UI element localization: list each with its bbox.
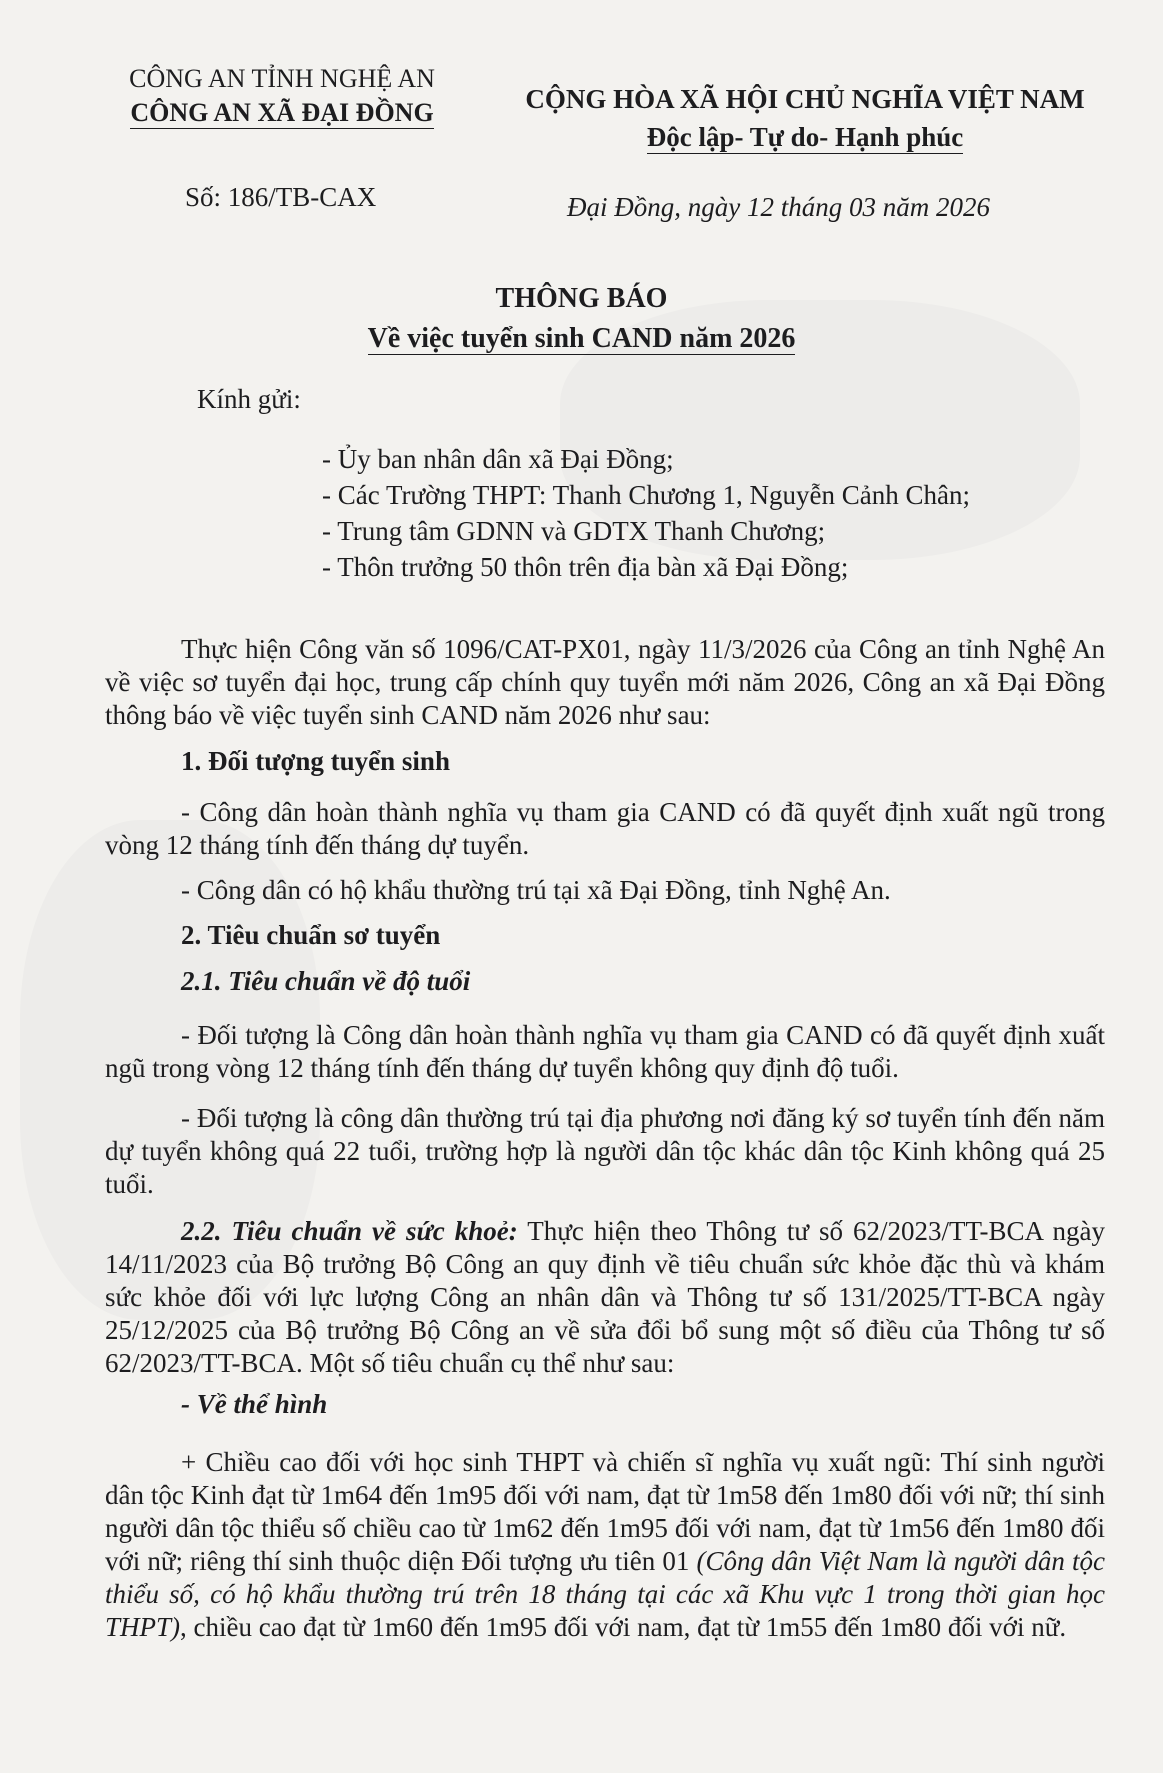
section-2-title: 2. Tiêu chuẩn sơ tuyển	[181, 920, 441, 950]
document-title: THÔNG BÁO	[495, 283, 668, 314]
height-paragraph: + Chiều cao đối với học sinh THPT và chiến sĩ nghĩa vụ xuất ngũ: Thí sinh người dân tộc Kinh đạt từ 1m64 đến 1m95 đối với nam, đạt từ 1m58 đến 1m80 đối với nữ; thí sinh người dân tộc thiểu số chiều cao từ 1m62 đến 1m95 đối với nam, đạt từ 1m56 đến 1m80 đối với nữ; riêng thí sinh thuộc diện Đối tượng ưu tiên 01 (Công dân Việt Nam là người dân tộc thiểu số, có hộ khẩu thường trú trên 18 tháng tại các xã Khu vực 1 trong thời gian học THPT), chiều cao đạt từ 1m60 đến 1m95 đối với nam, đạt từ 1m55 đến 1m80 đối với nữ.	[105, 1447, 1105, 1642]
nation-name: CỘNG HÒA XÃ HỘI CHỦ NGHĨA VIỆT NAM	[525, 84, 1085, 114]
section-1-paragraph: - Công dân có hộ khẩu thường trú tại xã Đại Đồng, tỉnh Nghệ An.	[181, 875, 891, 905]
section-1-paragraph: - Công dân hoàn thành nghĩa vụ tham gia CAND có đã quyết định xuất ngũ trong vòng 12 tháng tính đến tháng dự tuyển.	[105, 797, 1105, 860]
recipient-item: - Ủy ban nhân dân xã Đại Đồng;	[322, 444, 674, 474]
section-2-2-paragraph: 2.2. Tiêu chuẩn về sức khoẻ: Thực hiện theo Thông tư số 62/2023/TT-BCA ngày 14/11/2023 của Bộ trưởng Bộ Công an quy định về tiêu chuẩn sức khỏe đặc thù và khám sức khỏe đối với lực lượng Công an nhân dân và Thông tư số 131/2025/TT-BCA ngày 25/12/2025 của Bộ trưởng Bộ Công an về sửa đổi bổ sung một số điều của Thông tư số 62/2023/TT-BCA. Một số tiêu chuẩn cụ thể như sau:	[105, 1216, 1105, 1378]
intro-paragraph: Thực hiện Công văn số 1096/CAT-PX01, ngày 11/3/2026 của Công an tỉnh Nghệ An về việc sơ tuyển đại học, trung cấp chính quy tuyển mới năm 2026, Công an xã Đại Đồng thông báo về việc tuyển sinh CAND năm 2026 như sau:	[105, 634, 1105, 730]
section-2-2-title: 2.2. Tiêu chuẩn về sức khoẻ:	[181, 1216, 518, 1246]
physique-title: - Về thể hình	[181, 1389, 328, 1419]
section-2-1-paragraph: - Đối tượng là Công dân hoàn thành nghĩa vụ tham gia CAND có đã quyết định xuất ngũ trong vòng 12 tháng tính đến tháng dự tuyển không quy định độ tuổi.	[105, 1020, 1105, 1083]
section-2-1-paragraph: - Đối tượng là công dân thường trú tại địa phương nơi đăng ký sơ tuyển tính đến năm dự tuyển không quá 22 tuổi, trường hợp là người dân tộc khác dân tộc Kinh không quá 25 tuổi.	[105, 1103, 1105, 1199]
document-number: Số: 186/TB-CAX	[185, 182, 377, 212]
nation-block	[505, 80, 1105, 156]
agency-block	[112, 62, 452, 130]
section-1-title: 1. Đối tượng tuyển sinh	[181, 746, 450, 776]
agency-parent: CÔNG AN TỈNH NGHỆ AN	[129, 64, 435, 93]
motto: Độc lập- Tự do- Hạnh phúc	[646, 122, 964, 152]
recipient-item: - Trung tâm GDNN và GDTX Thanh Chương;	[322, 516, 826, 546]
agency-name: CÔNG AN XÃ ĐẠI ĐỒNG	[130, 98, 434, 127]
recipient-item: - Các Trường THPT: Thanh Chương 1, Nguyễn Cảnh Chân;	[322, 480, 970, 510]
recipient-item: - Thôn trưởng 50 thôn trên địa bàn xã Đại Đồng;	[322, 552, 849, 582]
document-subject: Về việc tuyển sinh CAND năm 2026	[367, 323, 796, 354]
recipients-label: Kính gửi:	[197, 384, 301, 414]
document-date: Đại Đồng, ngày 12 tháng 03 năm 2026	[567, 192, 990, 222]
section-2-1-title: 2.1. Tiêu chuẩn về độ tuổi	[181, 966, 471, 996]
